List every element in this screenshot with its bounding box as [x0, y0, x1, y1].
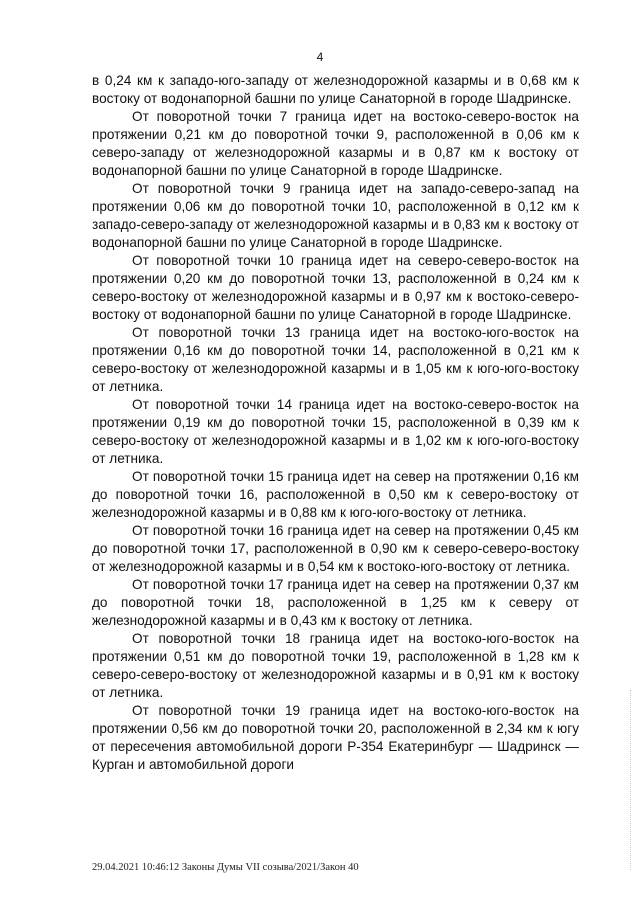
paragraph-turning-point-13: От поворотной точки 13 граница идет на востоко-юго-восток на протяжении 0,16 км до поворотной точки 14, расположенной в 0,21 км к северо-востоку от железнодорожной казармы и в 1,05 км к юго-юго-востоку от летника. — [92, 325, 579, 394]
scan-edge-marks — [630, 690, 634, 870]
paragraph-turning-point-10: От поворотной точки 10 граница идет на северо-северо-восток на протяжении 0,20 км до поворотной точки 13, расположенной в 0,24 км к северо-востоку от железнодорожной казармы и в 0,97 км к востоко-северо-востоку от водонапорной башни по улице Санаторной в городе Шадринске. — [92, 253, 579, 322]
paragraph-turning-point-7: От поворотной точки 7 граница идет на востоко-северо-восток на протяжении 0,21 км до поворотной точки 9, расположенной в 0,06 км к северо-западу от железнодорожной казармы и в 0,87 км к востоку от водонапорной башни по улице Санаторной в городе Шадринске. — [92, 109, 579, 178]
document-footer: 29.04.2021 10:46:12 Законы Думы VII созыва/2021/Закон 40 — [92, 862, 359, 873]
paragraph-turning-point-17: От поворотной точки 17 граница идет на север на протяжении 0,37 км до поворотной точки 18, расположенной в 1,25 км к северу от железнодорожной казармы и в 0,43 км к востоку от летника. — [92, 577, 579, 628]
paragraph-turning-point-18: От поворотной точки 18 граница идет на востоко-юго-восток на протяжении 0,51 км до поворотной точки 19, расположенной в 1,28 км к северо-северо-востоку от железнодорожной казармы и в 0,91 км к востоку от летника. — [92, 631, 579, 700]
paragraph-turning-point-19: От поворотной точки 19 граница идет на востоко-юго-восток на протяжении 0,56 км до поворотной точки 20, расположенной в 2,34 км к югу от пересечения автомобильной дороги Р-354 Екатеринбург — Шадринск — Курган и автомобильной дороги — [92, 703, 579, 772]
paragraph-turning-point-16: От поворотной точки 16 граница идет на север на протяжении 0,45 км до поворотной точки 17, расположенной в 0,90 км к северо-северо-востоку от железнодорожной казармы и в 0,54 км к востоко-юго-востоку от летника. — [92, 523, 579, 574]
page-number: 4 — [316, 50, 324, 64]
document-body — [92, 72, 579, 774]
paragraph-turning-point-14: От поворотной точки 14 граница идет на востоко-северо-восток на протяжении 0,19 км до поворотной точки 15, расположенной в 0,39 км к северо-востоку от железнодорожной казармы и в 1,02 км к юго-юго-востоку от летника. — [92, 397, 579, 466]
paragraph-continuation: в 0,24 км к западо-юго-западу от железнодорожной казармы и в 0,68 км к востоку от водонапорной башни по улице Санаторной в городе Шадринске. — [92, 73, 579, 106]
paragraph-turning-point-15: От поворотной точки 15 граница идет на север на протяжении 0,16 км до поворотной точки 16, расположенной в 0,50 км к северо-востоку от железнодорожной казармы и в 0,88 км к юго-юго-востоку от летника. — [92, 469, 579, 520]
paragraph-turning-point-9: От поворотной точки 9 граница идет на западо-северо-запад на протяжении 0,06 км до поворотной точки 10, расположенной в 0,12 км к западо-северо-западу от железнодорожной казармы и в 0,83 км к востоку от водонапорной башни по улице Санаторной в городе Шадринске. — [92, 181, 579, 250]
